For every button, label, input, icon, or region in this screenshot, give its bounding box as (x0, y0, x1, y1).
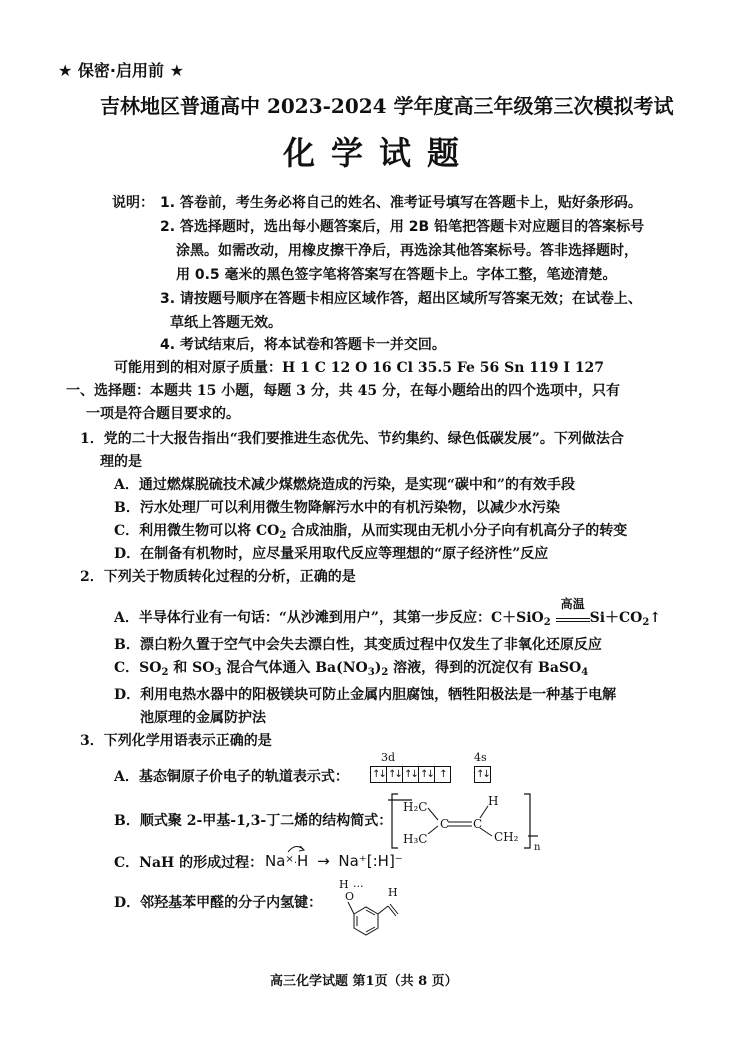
confidential-label: ★ 保密·启用前 ★ (58, 61, 184, 80)
q1-option-d: D．在制备有机物时，应尽量采用取代反应等理想的“原子经济性”反应 (114, 546, 549, 562)
orbital-box: ↑↓ (476, 769, 489, 780)
q3-stem: 3．下列化学用语表示正确的是 (80, 733, 272, 749)
q1-stem-2: 理的是 (100, 454, 142, 470)
q3-option-a: A．基态铜原子价电子的轨道表示式： (114, 769, 349, 785)
atomic-masses: 可能用到的相对原子质量：H 1 C 12 O 16 Cl 35.5 Fe 56 Sn 119 I 127 (114, 360, 605, 376)
orbital-3d-label: 3d (381, 751, 396, 764)
instruction-2b: 涂黑。如需改动，用橡皮擦干净后，再选涂其他答案标号。答非选择题时， (176, 243, 638, 259)
instruction-3b: 草纸上答题无效。 (170, 315, 282, 331)
instruction-2: 2. 答选择题时，选出每小题答案后，用 2B 铅笔把答题卡对应题目的答案标号 (160, 219, 645, 235)
orbital-box: ↑↓ (419, 767, 435, 782)
instruction-3: 3. 请按题号顺序在答题卡相应区域作答，超出区域所写答案无效；在试卷上、 (160, 291, 642, 307)
hydrogen-bond: ··· (353, 880, 364, 893)
page-footer: 高三化学试题 第1页（共 8 页） (270, 974, 458, 989)
q2-option-d-2: 池原理的金属防护法 (140, 710, 266, 726)
q3-option-c: C．NaH 的形成过程： (114, 855, 264, 871)
instruction-2c: 用 0.5 毫米的黑色签字笔将答案写在答题卡上。字体工整，笔迹清楚。 (176, 267, 617, 283)
polymer-h3c: H₃C (403, 832, 428, 846)
polymer-h2c: H₂C (403, 800, 428, 814)
reaction-condition: 高温 (560, 597, 585, 611)
orbital-4s-box (474, 766, 491, 783)
orbital-4s-label: 4s (474, 751, 487, 764)
section-heading-2: 一项是符合题目要求的。 (86, 406, 240, 422)
aldehyde-h: H (388, 886, 398, 899)
instructions-label: 说明： (112, 195, 154, 211)
polymer-c1: C (440, 817, 450, 831)
orbital-box: ↑↓ (371, 767, 387, 782)
section-heading: 一、选择题：本题共 15 小题，每题 3 分，共 45 分，在每小题给出的四个选项中，只有 (66, 383, 620, 399)
q1-option-a: A．通过燃煤脱硫技术减少煤燃烧造成的污染，是实现“碳中和”的有效手段 (114, 477, 575, 493)
polymer-h: H (488, 794, 499, 808)
orbital-box: ↑↓ (387, 767, 403, 782)
q1-option-c: C．利用微生物可以将 $CO_2$ 合成油脂，从而实现由无机小分子向有机高分子的转变 (114, 523, 628, 541)
q2-option-d: D．利用电热水器中的阳极镁块可防止金属内胆腐蚀，牺牲阳极法是一种基于电解 (114, 687, 617, 703)
q2-stem: 2．下列关于物质转化过程的分析，正确的是 (80, 569, 356, 585)
exam-title: 吉林地区普通高中 2023-2024 学年度高三年级第三次模拟考试 (100, 94, 674, 118)
polymer-n: n (534, 842, 541, 853)
orbital-3d-boxes (370, 766, 451, 783)
oxygen-atom: O (345, 890, 355, 903)
q2-option-c: C．$SO_2$ 和 $SO_3$ 混合气体通入 $Ba(NO_3)_2$ 溶液，得到的沉淀仅有 BaSO$_4$ (114, 660, 589, 678)
q1-stem: 1．党的二十大报告指出“我们要推进生态优先、节约集约、绿色低碳发展”。下列做法合 (80, 431, 624, 447)
q3-option-d: D．邻羟基苯甲醛的分子内氢键： (114, 895, 323, 911)
q2-option-a: A．半导体行业有一句话：“从沙滩到用户”，其第一步反应：C＋SiO$_2$ 高温 $Si+CO_2↑$ (114, 607, 661, 629)
q1-option-b: B．污水处理厂可以利用微生物降解污水中的有机污染物，以减少水污染 (114, 500, 560, 516)
electron-transfer-arrow (286, 842, 308, 854)
subject-title: 化学试题 (283, 134, 476, 172)
orbital-box: ↑ (439, 769, 446, 780)
q3-option-b: B．顺式聚 2-甲基-1,3-丁二烯的结构简式： (114, 813, 393, 829)
polymer-ch2: CH₂ (494, 830, 519, 844)
orbital-box: ↑↓ (403, 767, 419, 782)
instruction-1: 1. 答卷前，考生务必将自己的姓名、准考证号填写在答题卡上，贴好条形码。 (160, 195, 642, 211)
hydroxyl-h: H (339, 878, 349, 891)
polymer-c2: C (473, 817, 483, 831)
instruction-4: 4. 考试结束后，将本试卷和答题卡一并交回。 (160, 337, 446, 353)
q2-option-b: B．漂白粉久置于空气中会失去漂白性，其变质过程中仅发生了非氧化还原反应 (114, 637, 602, 653)
nah-formation: Na×·H → Na⁺[:H]⁻ (265, 852, 403, 870)
